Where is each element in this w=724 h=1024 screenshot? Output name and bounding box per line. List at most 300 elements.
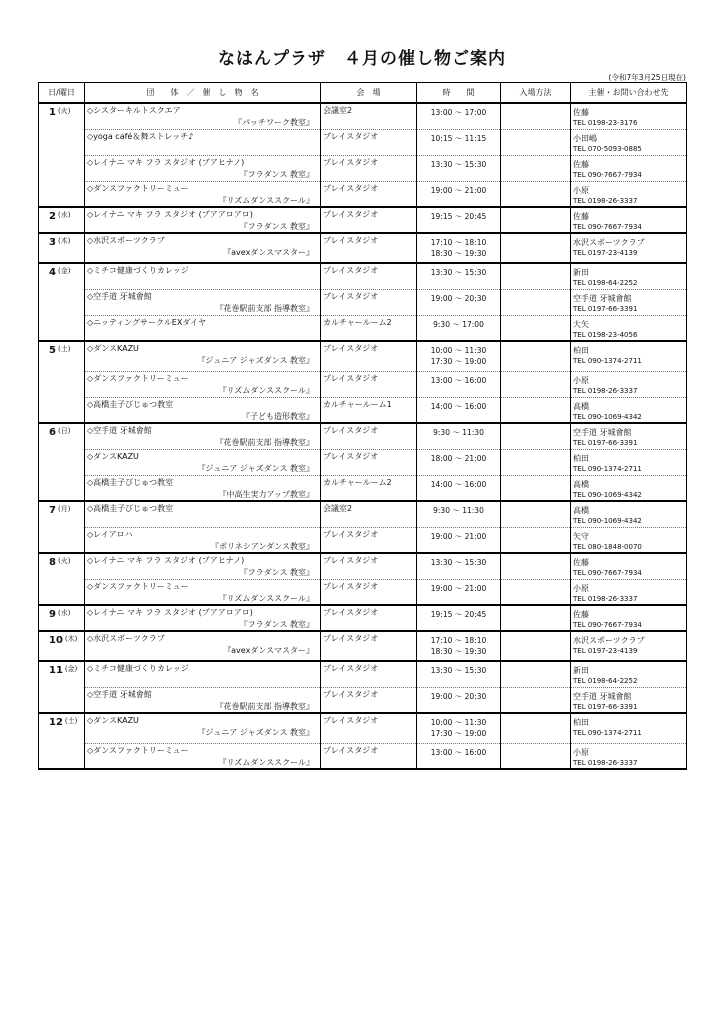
- time-cell: [417, 397, 501, 423]
- organizer-phone: TEL 090-7667-7934: [573, 621, 642, 629]
- event-cell: [85, 449, 321, 475]
- event-cell: [85, 631, 321, 661]
- organizer-cell: [571, 181, 687, 207]
- organizer-cell: [571, 605, 687, 631]
- venue-cell: [321, 687, 417, 713]
- event-name: ◇ミチコ健康づくりカレッジ: [87, 664, 189, 673]
- event-cell: [85, 103, 321, 129]
- event-name: ◇ミチコ健康づくりカレッジ: [87, 266, 189, 275]
- organizer-name: 水沢スポーツクラブ: [573, 238, 645, 247]
- event-cell: [85, 687, 321, 713]
- event-cell: [85, 661, 321, 687]
- organizer-name: 佐藤: [573, 159, 589, 169]
- event-cell: [85, 341, 321, 371]
- organizer-name: 柏田: [573, 346, 589, 355]
- time-range: 9:30 ～ 11:30: [433, 506, 484, 515]
- entry-cell: [501, 661, 571, 687]
- venue-cell: [321, 475, 417, 501]
- day-label: [39, 554, 84, 568]
- venue-cell: [321, 181, 417, 207]
- organizer-name: 高橋: [573, 401, 589, 411]
- venue-name: プレイスタジオ: [323, 556, 379, 565]
- entry-cell: [501, 129, 571, 155]
- organizer-name: 高橋: [573, 479, 589, 489]
- time-cell: [417, 661, 501, 687]
- venue-name: カルチャールーム2: [323, 477, 392, 487]
- venue-name: プレイスタジオ: [323, 344, 379, 353]
- organizer-name: 空手道 牙城會館: [573, 293, 632, 303]
- time-cell: [417, 631, 501, 661]
- day-weekday: (水): [57, 211, 71, 219]
- table-row: [39, 207, 687, 233]
- venue-cell: [321, 155, 417, 181]
- organizer-name: 水沢スポーツクラブ: [573, 636, 645, 645]
- venue-name: カルチャールーム1: [323, 399, 392, 409]
- table-row: [39, 553, 687, 579]
- day-weekday: (金): [64, 665, 78, 673]
- time-cell: [417, 181, 501, 207]
- time-cell: [417, 233, 501, 263]
- organizer-phone: TEL 0197-23-4139: [573, 249, 638, 257]
- day-label: [39, 662, 84, 676]
- venue-name: プレイスタジオ: [323, 266, 379, 275]
- event-name: ◇レイナニ マキ フラ スタジオ (プアヒナノ): [87, 556, 245, 565]
- organizer-cell: [571, 423, 687, 449]
- day-cell: [39, 263, 85, 341]
- entry-cell: [501, 449, 571, 475]
- time-range: 19:00 ～ 21:00: [430, 185, 487, 195]
- entry-cell: [501, 207, 571, 233]
- organizer-name: 小原: [573, 185, 589, 195]
- time-cell: [417, 579, 501, 605]
- event-name: ◇水沢スポーツクラブ: [87, 634, 165, 643]
- venue-cell: [321, 743, 417, 769]
- organizer-phone: TEL 0197-23-4139: [573, 647, 638, 655]
- event-class: 『子ども造形教室』: [242, 411, 314, 421]
- event-cell: [85, 181, 321, 207]
- time-cell: [417, 527, 501, 553]
- day-label: [39, 104, 84, 118]
- event-name: ◇ダンスKAZU: [87, 716, 139, 725]
- organizer-name: 佐藤: [573, 108, 589, 117]
- day-date: 9: [49, 609, 56, 620]
- organizer-cell: [571, 129, 687, 155]
- event-cell: [85, 155, 321, 181]
- organizer-cell: [571, 631, 687, 661]
- day-weekday: (木): [64, 635, 78, 643]
- time-cell: [417, 423, 501, 449]
- header-event: 団 体 ／ 催 し 物 名: [85, 83, 321, 104]
- organizer-phone: TEL 0198-26-3337: [573, 594, 638, 603]
- event-class: 『フラダンス 教室』: [239, 568, 314, 577]
- time-cell: [417, 605, 501, 631]
- event-cell: [85, 397, 321, 423]
- event-class: 『花巻駅前支部 指導教室』: [215, 438, 314, 447]
- organizer-phone: TEL 070-5093-0885: [573, 144, 642, 153]
- organizer-phone: TEL 090-1069-4342: [573, 412, 642, 421]
- organizer-phone: TEL 0198-64-2252: [573, 677, 638, 685]
- entry-cell: [501, 527, 571, 553]
- day-weekday: (火): [57, 557, 71, 565]
- venue-name: 会議室2: [323, 106, 353, 115]
- day-weekday: (日): [57, 427, 71, 435]
- day-label: [39, 714, 84, 728]
- entry-cell: [501, 397, 571, 423]
- time-range: 17:30 ～ 19:00: [430, 728, 487, 738]
- venue-cell: [321, 289, 417, 315]
- venue-cell: [321, 315, 417, 341]
- organizer-name: 小原: [573, 583, 589, 593]
- time-cell: [417, 371, 501, 397]
- entry-cell: [501, 181, 571, 207]
- event-class: 『花巻駅前支部 指導教室』: [215, 303, 314, 313]
- organizer-cell: [571, 501, 687, 527]
- venue-name: カルチャールーム2: [323, 317, 392, 327]
- day-weekday: (水): [57, 609, 71, 617]
- event-cell: [85, 475, 321, 501]
- organizer-cell: [571, 687, 687, 713]
- as-of-date: (令和7年3月25日現在): [608, 73, 686, 82]
- table-row: [39, 631, 687, 661]
- organizer-phone: TEL 090-1374-2711: [573, 464, 642, 473]
- time-cell: [417, 713, 501, 743]
- day-date: 8: [49, 557, 56, 568]
- time-range: 19:15 ～ 20:45: [430, 212, 487, 221]
- entry-cell: [501, 553, 571, 579]
- organizer-phone: TEL 090-7667-7934: [573, 170, 642, 179]
- page-title: なはんプラザ ４月の催し物ご案内: [218, 49, 506, 69]
- day-weekday: (木): [57, 237, 71, 245]
- day-cell: [39, 233, 85, 263]
- organizer-cell: [571, 207, 687, 233]
- time-cell: [417, 263, 501, 289]
- time-cell: [417, 475, 501, 501]
- time-cell: [417, 501, 501, 527]
- organizer-name: 新田: [573, 666, 589, 675]
- organizer-name: 佐藤: [573, 212, 589, 221]
- day-date: 10: [49, 635, 63, 646]
- venue-name: プレイスタジオ: [323, 716, 379, 725]
- organizer-cell: [571, 155, 687, 181]
- event-cell: [85, 129, 321, 155]
- organizer-phone: TEL 0197-66-3391: [573, 439, 638, 447]
- venue-name: プレイスタジオ: [323, 745, 379, 755]
- organizer-phone: TEL 0198-26-3337: [573, 196, 638, 205]
- entry-cell: [501, 475, 571, 501]
- day-cell: [39, 207, 85, 233]
- venue-name: プレイスタジオ: [323, 373, 379, 383]
- time-range: 19:00 ～ 21:00: [430, 531, 487, 541]
- event-cell: [85, 527, 321, 553]
- event-name: ◇ダンスファクトリーミュー: [87, 183, 189, 193]
- event-class: 『リズムダンススクール』: [218, 385, 314, 395]
- event-class: 『パッチワーク教室』: [234, 118, 314, 127]
- day-weekday: (火): [57, 107, 71, 115]
- venue-cell: [321, 631, 417, 661]
- time-cell: [417, 129, 501, 155]
- table-row: [39, 501, 687, 527]
- day-label: [39, 208, 84, 222]
- table-row: [39, 579, 687, 605]
- venue-cell: [321, 397, 417, 423]
- event-class: 『ポリネシアンダンス教室』: [210, 541, 314, 551]
- venue-name: プレイスタジオ: [323, 608, 379, 617]
- day-label: [39, 264, 84, 278]
- venue-name: プレイスタジオ: [323, 426, 379, 435]
- organizer-phone: TEL 090-1069-4342: [573, 517, 642, 525]
- header-day: 日/曜日: [39, 83, 85, 104]
- time-cell: [417, 743, 501, 769]
- time-cell: [417, 449, 501, 475]
- day-weekday: (土): [64, 717, 78, 725]
- event-cell: [85, 371, 321, 397]
- venue-name: プレイスタジオ: [323, 634, 379, 643]
- venue-cell: [321, 449, 417, 475]
- table-row: [39, 713, 687, 743]
- time-cell: [417, 341, 501, 371]
- schedule-header: [39, 83, 687, 104]
- table-row: [39, 397, 687, 423]
- event-name: ◇レイナニ マキ フラ スタジオ (プアアロアロ): [87, 210, 253, 219]
- event-name: ◇ダンスファクトリーミュー: [87, 373, 189, 383]
- time-range: 10:00 ～ 11:30: [430, 346, 487, 355]
- organizer-cell: [571, 579, 687, 605]
- event-name: ◇ダンスKAZU: [87, 451, 139, 461]
- event-name: ◇レイナニ マキ フラ スタジオ (プアヒナノ): [87, 157, 245, 167]
- time-range: 13:00 ～ 16:00: [430, 375, 487, 385]
- day-date: 1: [49, 107, 56, 118]
- day-date: 12: [49, 717, 63, 728]
- venue-name: プレイスタジオ: [323, 157, 379, 167]
- time-range: 9:30 ～ 11:30: [433, 428, 484, 437]
- event-name: ◇水沢スポーツクラブ: [87, 236, 165, 245]
- event-name: ◇レイアロハ: [87, 529, 133, 539]
- time-range: 10:00 ～ 11:30: [430, 718, 487, 727]
- entry-cell: [501, 371, 571, 397]
- time-range: 13:30 ～ 15:30: [430, 558, 487, 567]
- organizer-cell: [571, 475, 687, 501]
- organizer-cell: [571, 449, 687, 475]
- organizer-phone: TEL 0197-66-3391: [573, 702, 638, 711]
- organizer-phone: TEL 090-7667-7934: [573, 223, 642, 231]
- event-name: ◇高橋圭子びじゅつ教室: [87, 477, 174, 487]
- event-cell: [85, 579, 321, 605]
- event-cell: [85, 743, 321, 769]
- header-entry: 入場方法: [501, 83, 571, 104]
- organizer-name: 新田: [573, 268, 589, 277]
- event-class: 『ジュニア ジャズダンス 教室』: [197, 463, 314, 473]
- venue-name: プレイスタジオ: [323, 451, 379, 461]
- organizer-cell: [571, 397, 687, 423]
- table-row: [39, 661, 687, 687]
- day-date: 5: [49, 345, 56, 356]
- table-row: [39, 605, 687, 631]
- table-row: [39, 155, 687, 181]
- venue-name: プレイスタジオ: [323, 183, 379, 193]
- day-label: [39, 502, 84, 516]
- entry-cell: [501, 579, 571, 605]
- organizer-phone: TEL 0198-26-3337: [573, 758, 638, 767]
- table-row: [39, 341, 687, 371]
- organizer-phone: TEL 0198-23-3176: [573, 119, 638, 127]
- entry-cell: [501, 155, 571, 181]
- event-name: ◇空手道 牙城會館: [87, 426, 152, 435]
- table-row: [39, 233, 687, 263]
- event-name: ◇空手道 牙城會館: [87, 689, 152, 699]
- day-date: 7: [49, 505, 56, 516]
- time-range: 13:30 ～ 15:30: [430, 666, 487, 675]
- day-date: 4: [49, 267, 56, 278]
- venue-cell: [321, 713, 417, 743]
- organizer-phone: TEL 090-1374-2711: [573, 357, 642, 365]
- day-label: [39, 632, 84, 646]
- event-name: ◇空手道 牙城會館: [87, 291, 152, 301]
- organizer-cell: [571, 289, 687, 315]
- organizer-phone: TEL 090-1069-4342: [573, 490, 642, 499]
- header-venue: 会 場: [321, 83, 417, 104]
- event-cell: [85, 207, 321, 233]
- event-class: 『フラダンス 教室』: [239, 620, 314, 629]
- event-name: ◇ダンスファクトリーミュー: [87, 581, 189, 591]
- organizer-phone: TEL 090-1374-2711: [573, 729, 642, 737]
- time-range: 17:10 ～ 18:10: [430, 636, 487, 645]
- event-class: 『フラダンス 教室』: [239, 222, 314, 231]
- venue-cell: [321, 527, 417, 553]
- day-cell: [39, 713, 85, 769]
- organizer-name: 柏田: [573, 453, 589, 463]
- event-class: 『ジュニア ジャズダンス 教室』: [197, 728, 314, 737]
- time-range: 13:00 ～ 17:00: [430, 108, 487, 117]
- time-range: 18:30 ～ 19:30: [430, 248, 487, 258]
- day-label: [39, 234, 84, 248]
- event-name: ◇シスターキルトスクエア: [87, 106, 181, 115]
- venue-cell: [321, 553, 417, 579]
- event-name: ◇ニッティングサークルEXダイヤ: [87, 317, 207, 327]
- entry-cell: [501, 263, 571, 289]
- time-range: 10:15 ～ 11:15: [430, 133, 487, 143]
- entry-cell: [501, 103, 571, 129]
- time-range: 9:30 ～ 17:00: [433, 319, 484, 329]
- venue-cell: [321, 129, 417, 155]
- event-cell: [85, 263, 321, 289]
- time-range: 19:00 ～ 20:30: [430, 691, 487, 701]
- venue-cell: [321, 423, 417, 449]
- time-range: 14:00 ～ 16:00: [430, 401, 487, 411]
- event-name: ◇高橋圭子びじゅつ教室: [87, 504, 174, 513]
- event-cell: [85, 315, 321, 341]
- venue-cell: [321, 341, 417, 371]
- table-row: [39, 475, 687, 501]
- time-cell: [417, 155, 501, 181]
- day-cell: [39, 661, 85, 713]
- table-row: [39, 527, 687, 553]
- entry-cell: [501, 501, 571, 527]
- entry-cell: [501, 631, 571, 661]
- venue-cell: [321, 207, 417, 233]
- header-organizer: 主催・お問い合わせ先: [571, 83, 687, 104]
- venue-name: プレイスタジオ: [323, 664, 379, 673]
- day-label: [39, 342, 84, 356]
- organizer-phone: TEL 0198-26-3337: [573, 386, 638, 395]
- venue-cell: [321, 501, 417, 527]
- organizer-phone: TEL 080-1848-0070: [573, 542, 642, 551]
- event-class: 『花巻駅前支部 指導教室』: [215, 701, 314, 711]
- venue-name: プレイスタジオ: [323, 131, 379, 141]
- organizer-name: 柏田: [573, 718, 589, 727]
- table-row: [39, 263, 687, 289]
- organizer-name: 大矢: [573, 319, 589, 329]
- organizer-cell: [571, 661, 687, 687]
- time-range: 14:00 ～ 16:00: [430, 479, 487, 489]
- venue-name: プレイスタジオ: [323, 291, 379, 301]
- time-cell: [417, 103, 501, 129]
- venue-cell: [321, 103, 417, 129]
- venue-name: プレイスタジオ: [323, 210, 379, 219]
- venue-cell: [321, 579, 417, 605]
- organizer-name: 佐藤: [573, 610, 589, 619]
- table-row: [39, 181, 687, 207]
- organizer-cell: [571, 263, 687, 289]
- table-row: [39, 129, 687, 155]
- venue-name: プレイスタジオ: [323, 689, 379, 699]
- event-cell: [85, 501, 321, 527]
- table-row: [39, 103, 687, 129]
- event-class: 『リズムダンススクール』: [218, 195, 314, 205]
- venue-cell: [321, 263, 417, 289]
- event-class: 『avexダンスマスター』: [223, 248, 314, 257]
- organizer-name: 小原: [573, 375, 589, 385]
- time-range: 13:00 ～ 16:00: [430, 747, 487, 757]
- day-weekday: (月): [57, 505, 71, 513]
- event-class: 『中高生実力アップ教室』: [218, 489, 314, 499]
- day-date: 2: [49, 211, 56, 222]
- time-range: 19:00 ～ 21:00: [430, 583, 487, 593]
- time-range: 13:30 ～ 15:30: [430, 159, 487, 169]
- event-name: ◇ダンスKAZU: [87, 344, 139, 353]
- time-range: 17:10 ～ 18:10: [430, 238, 487, 247]
- day-cell: [39, 553, 85, 605]
- table-row: [39, 289, 687, 315]
- organizer-name: 空手道 牙城會館: [573, 691, 632, 701]
- organizer-cell: [571, 713, 687, 743]
- entry-cell: [501, 315, 571, 341]
- time-cell: [417, 687, 501, 713]
- venue-name: プレイスタジオ: [323, 529, 379, 539]
- time-cell: [417, 289, 501, 315]
- event-cell: [85, 423, 321, 449]
- venue-name: プレイスタジオ: [323, 581, 379, 591]
- event-name: ◇高橋圭子びじゅつ教室: [87, 399, 174, 409]
- time-range: 18:00 ～ 21:00: [430, 453, 487, 463]
- event-cell: [85, 233, 321, 263]
- event-name: ◇yoga café＆舞ストレッチ♪: [87, 131, 194, 141]
- organizer-phone: TEL 0197-66-3391: [573, 304, 638, 313]
- event-class: 『avexダンスマスター』: [223, 646, 314, 655]
- venue-cell: [321, 605, 417, 631]
- entry-cell: [501, 341, 571, 371]
- event-class: 『リズムダンススクール』: [218, 757, 314, 767]
- organizer-name: 高橋: [573, 506, 589, 515]
- time-range: 17:30 ～ 19:00: [430, 356, 487, 366]
- event-cell: [85, 605, 321, 631]
- table-row: [39, 371, 687, 397]
- day-weekday: (土): [57, 345, 71, 353]
- table-row: [39, 315, 687, 341]
- organizer-name: 小田嶋: [573, 133, 597, 143]
- time-range: 13:30 ～ 15:30: [430, 268, 487, 277]
- entry-cell: [501, 713, 571, 743]
- organizer-cell: [571, 233, 687, 263]
